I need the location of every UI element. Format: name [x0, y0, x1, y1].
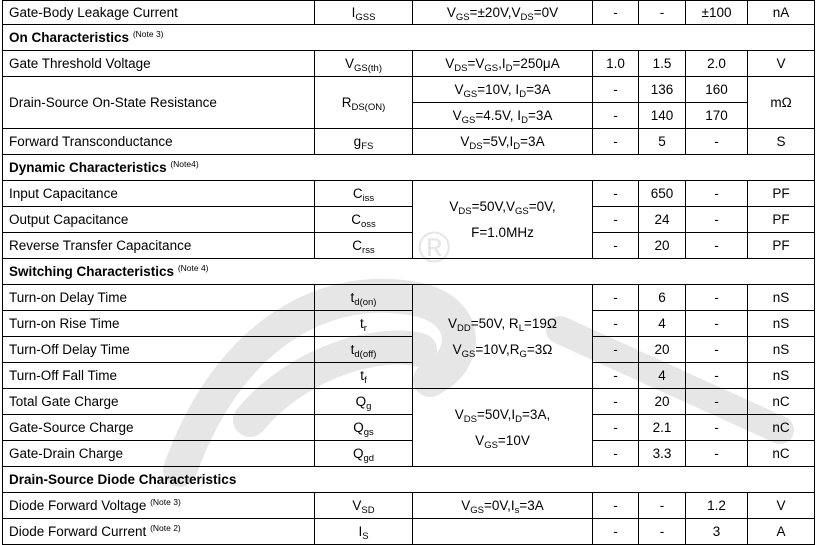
subscript: GSS — [355, 12, 376, 23]
section-title: Switching Characteristics $^{(Note 4)}$ — [3, 259, 815, 285]
subscript: DS — [454, 63, 468, 74]
unit-cell: nC — [748, 389, 815, 415]
parameter-cell: Turn-on Delay Time — [3, 285, 315, 311]
note-ref: (Note4) — [170, 159, 199, 169]
subscript: GS — [514, 205, 529, 217]
typ-cell: 4 — [639, 311, 686, 337]
symbol-cell: $t_{d(on)}$ — [315, 285, 413, 311]
subscript: D — [519, 89, 527, 100]
table-row — [3, 415, 815, 441]
subscript: DS — [463, 413, 477, 425]
parameter-cell: Reverse Transfer Capacitance — [3, 233, 315, 259]
min-cell: - — [593, 441, 639, 467]
subscript: d(off) — [354, 349, 377, 360]
subscript: iss — [362, 193, 375, 204]
subscript: DS — [458, 205, 472, 217]
subscript: D — [513, 141, 521, 152]
condition-group-cell: $V_{DS}=50V,V_{GS}=0V$, F=1.0MHz — [413, 181, 593, 259]
unit-cell: nS — [748, 311, 815, 337]
typ-cell: 3.3 — [639, 441, 686, 467]
min-cell: - — [593, 389, 639, 415]
parameter-cell: Output Capacitance — [3, 207, 315, 233]
min-cell: - — [593, 77, 639, 103]
min-cell: - — [593, 519, 639, 545]
subscript: DS — [469, 141, 483, 152]
section-title: On Characteristics $^{(Note 3)}$ — [3, 25, 815, 51]
subscript: d(on) — [354, 297, 377, 308]
parameter-cell: Turn-Off Delay Time — [3, 337, 315, 363]
watermark-registered-mark: ® — [418, 223, 451, 272]
unit-cell: mΩ — [748, 77, 815, 129]
electrical-characteristics-table — [2, 0, 815, 545]
min-cell: - — [593, 181, 639, 207]
max-cell: 1.2 — [686, 493, 748, 519]
max-cell: 170 — [686, 103, 748, 129]
min-cell: - — [593, 363, 639, 389]
typ-cell: 5 — [639, 129, 686, 155]
table-row — [3, 207, 815, 233]
symbol-cell: $Q_{gs}$ — [315, 415, 413, 441]
max-cell: - — [686, 233, 748, 259]
min-cell: - — [593, 129, 639, 155]
parameter-cell: Gate-Body Leakage Current — [3, 1, 315, 25]
typ-cell: 2.1 — [639, 415, 686, 441]
unit-cell: nS — [748, 285, 815, 311]
table-row — [3, 441, 815, 467]
table-row — [3, 285, 815, 311]
unit-cell: nC — [748, 415, 815, 441]
parameter-cell: Diode Forward Voltage $^{(Note 3)}$ — [3, 493, 315, 519]
condition-group-cell: $V_{DS}=50V,I_D=3A$, $V_{GS}=10V$ — [413, 389, 593, 467]
unit-cell: nS — [748, 363, 815, 389]
subscript: SD — [361, 505, 375, 516]
typ-cell: 24 — [639, 207, 686, 233]
condition-cell: $V_{GS}=4.5V$, $I_D=3A$ — [413, 103, 593, 129]
note-ref: (Note 3) — [132, 29, 164, 39]
unit-cell: PF — [748, 207, 815, 233]
symbol-cell: $Q_g$ — [315, 389, 413, 415]
subscript: DS(ON) — [351, 102, 386, 113]
min-cell: - — [593, 493, 639, 519]
subscript: oss — [360, 219, 376, 230]
parameter-cell: Gate Threshold Voltage — [3, 51, 315, 77]
section-row — [3, 155, 815, 181]
unit-cell: PF — [748, 181, 815, 207]
typ-cell: - — [639, 493, 686, 519]
condition-cell: $V_{DS}=5V,I_D=3A$ — [413, 129, 593, 155]
symbol-cell: $I_S$ — [315, 519, 413, 545]
subscript: gd — [363, 453, 375, 464]
section-row — [3, 467, 815, 493]
unit-cell: nC — [748, 441, 815, 467]
unit-cell: nA — [748, 1, 815, 25]
max-cell: - — [686, 181, 748, 207]
table-row — [3, 51, 815, 77]
condition-cell: $V_{GS}=\pm 20V,V_{DS}=0V$ — [413, 1, 593, 25]
subscript: G — [519, 348, 527, 360]
min-cell: - — [593, 1, 639, 25]
unit-cell: V — [748, 493, 815, 519]
subscript: gs — [363, 427, 374, 438]
min-cell: - — [593, 103, 639, 129]
unit-cell: PF — [748, 233, 815, 259]
subscript: D — [505, 63, 513, 74]
parameter-cell: Drain-Source On-State Resistance — [3, 77, 315, 129]
table-row — [3, 311, 815, 337]
symbol-cell: $C_{oss}$ — [315, 207, 413, 233]
subscript: GS(th) — [354, 63, 382, 74]
table-row — [3, 519, 815, 545]
symbol-cell: $C_{iss}$ — [315, 181, 413, 207]
subscript: s — [514, 505, 520, 516]
symbol-cell: $I_{GSS}$ — [315, 1, 413, 25]
min-cell: - — [593, 207, 639, 233]
min-cell: - — [593, 285, 639, 311]
symbol-cell: $V_{SD}$ — [315, 493, 413, 519]
parameter-cell: Diode Forward Current $^{(Note 2)}$ — [3, 519, 315, 545]
parameter-cell: Forward Transconductance — [3, 129, 315, 155]
subscript: GS — [461, 115, 476, 126]
subscript: GS — [461, 348, 476, 360]
symbol-cell: $Q_{gd}$ — [315, 441, 413, 467]
min-cell: - — [593, 337, 639, 363]
condition-cell: $V_{GS}=10V$, $I_D=3A$ — [413, 77, 593, 103]
symbol-cell: $t_{d(off)}$ — [315, 337, 413, 363]
symbol-cell: $C_{rss}$ — [315, 233, 413, 259]
subscript: DS — [520, 12, 534, 23]
subscript: GS — [455, 12, 470, 23]
max-cell: - — [686, 311, 748, 337]
note-ref: (Note 4) — [177, 263, 209, 273]
max-cell: 160 — [686, 77, 748, 103]
max-cell: 2.0 — [686, 51, 748, 77]
parameter-cell: Input Capacitance — [3, 181, 315, 207]
unit-cell: A — [748, 519, 815, 545]
unit-cell: V — [748, 51, 815, 77]
subscript: D — [515, 413, 523, 425]
symbol-cell: $g_{FS}$ — [315, 129, 413, 155]
condition-cell: $V_{GS}=0V,I_s=3A$ — [413, 493, 593, 519]
subscript: rss — [362, 245, 375, 256]
typ-cell: 20 — [639, 389, 686, 415]
max-cell: - — [686, 389, 748, 415]
typ-cell: 4 — [639, 363, 686, 389]
subscript: S — [362, 531, 369, 542]
min-cell: - — [593, 311, 639, 337]
min-cell: - — [593, 415, 639, 441]
table-row — [3, 493, 815, 519]
note-ref: (Note 3) — [150, 497, 181, 507]
section-title: Drain-Source Diode Characteristics — [3, 467, 815, 493]
subscript: FS — [361, 141, 374, 152]
typ-cell: - — [639, 519, 686, 545]
note-ref: (Note 2) — [150, 523, 181, 533]
table-row — [3, 129, 815, 155]
subscript: DD — [457, 322, 471, 334]
table-row — [3, 1, 815, 25]
unit-cell: S — [748, 129, 815, 155]
typ-cell: 140 — [639, 103, 686, 129]
max-cell: - — [686, 337, 748, 363]
section-row — [3, 25, 815, 51]
subscript: L — [518, 322, 524, 334]
max-cell: ±100 — [686, 1, 748, 25]
min-cell: 1.0 — [593, 51, 639, 77]
section-row — [3, 259, 815, 285]
parameter-cell: Turn-on Rise Time — [3, 311, 315, 337]
max-cell: - — [686, 129, 748, 155]
table-row — [3, 363, 815, 389]
subscript: g — [366, 401, 372, 412]
table-row — [3, 233, 815, 259]
table-row — [3, 389, 815, 415]
typ-cell: 650 — [639, 181, 686, 207]
subscript: GS — [470, 505, 484, 516]
typ-cell: 6 — [639, 285, 686, 311]
typ-cell: 20 — [639, 337, 686, 363]
parameter-cell: Turn-Off Fall Time — [3, 363, 315, 389]
max-cell: - — [686, 363, 748, 389]
table-row — [3, 181, 815, 207]
unit-cell: nS — [748, 337, 815, 363]
symbol-cell: $t_r$ — [315, 311, 413, 337]
subscript: D — [521, 115, 528, 126]
subscript: r — [363, 323, 367, 334]
table-row — [3, 337, 815, 363]
symbol-cell: $R_{DS(ON)}$ — [315, 77, 413, 129]
table-row — [3, 77, 815, 103]
max-cell: 3 — [686, 519, 748, 545]
condition-group-cell: $V_{DD}=50V$, $R_L=19\Omega$ $V_{GS}=10V,R_G=3\Omega$ — [413, 285, 593, 389]
typ-cell: 20 — [639, 233, 686, 259]
subscript: GS — [484, 439, 498, 451]
max-cell: - — [686, 207, 748, 233]
parameter-cell: Total Gate Charge — [3, 389, 315, 415]
symbol-cell: $t_f$ — [315, 363, 413, 389]
subscript: GS — [463, 89, 478, 100]
max-cell: - — [686, 441, 748, 467]
min-cell: - — [593, 233, 639, 259]
parameter-cell: Gate-Source Charge — [3, 415, 315, 441]
subscript: GS — [484, 63, 499, 74]
subscript: f — [364, 375, 367, 386]
typ-cell: - — [639, 1, 686, 25]
max-cell: - — [686, 285, 748, 311]
max-cell: - — [686, 415, 748, 441]
typ-cell: 136 — [639, 77, 686, 103]
condition-cell: $V_{DS}=V_{GS},I_D=250\mu A$ — [413, 51, 593, 77]
condition-cell — [413, 519, 593, 545]
typ-cell: 1.5 — [639, 51, 686, 77]
section-title: Dynamic Characteristics $^{(Note4)}$ — [3, 155, 815, 181]
parameter-cell: Gate-Drain Charge — [3, 441, 315, 467]
symbol-cell: $V_{GS(th)}$ — [315, 51, 413, 77]
